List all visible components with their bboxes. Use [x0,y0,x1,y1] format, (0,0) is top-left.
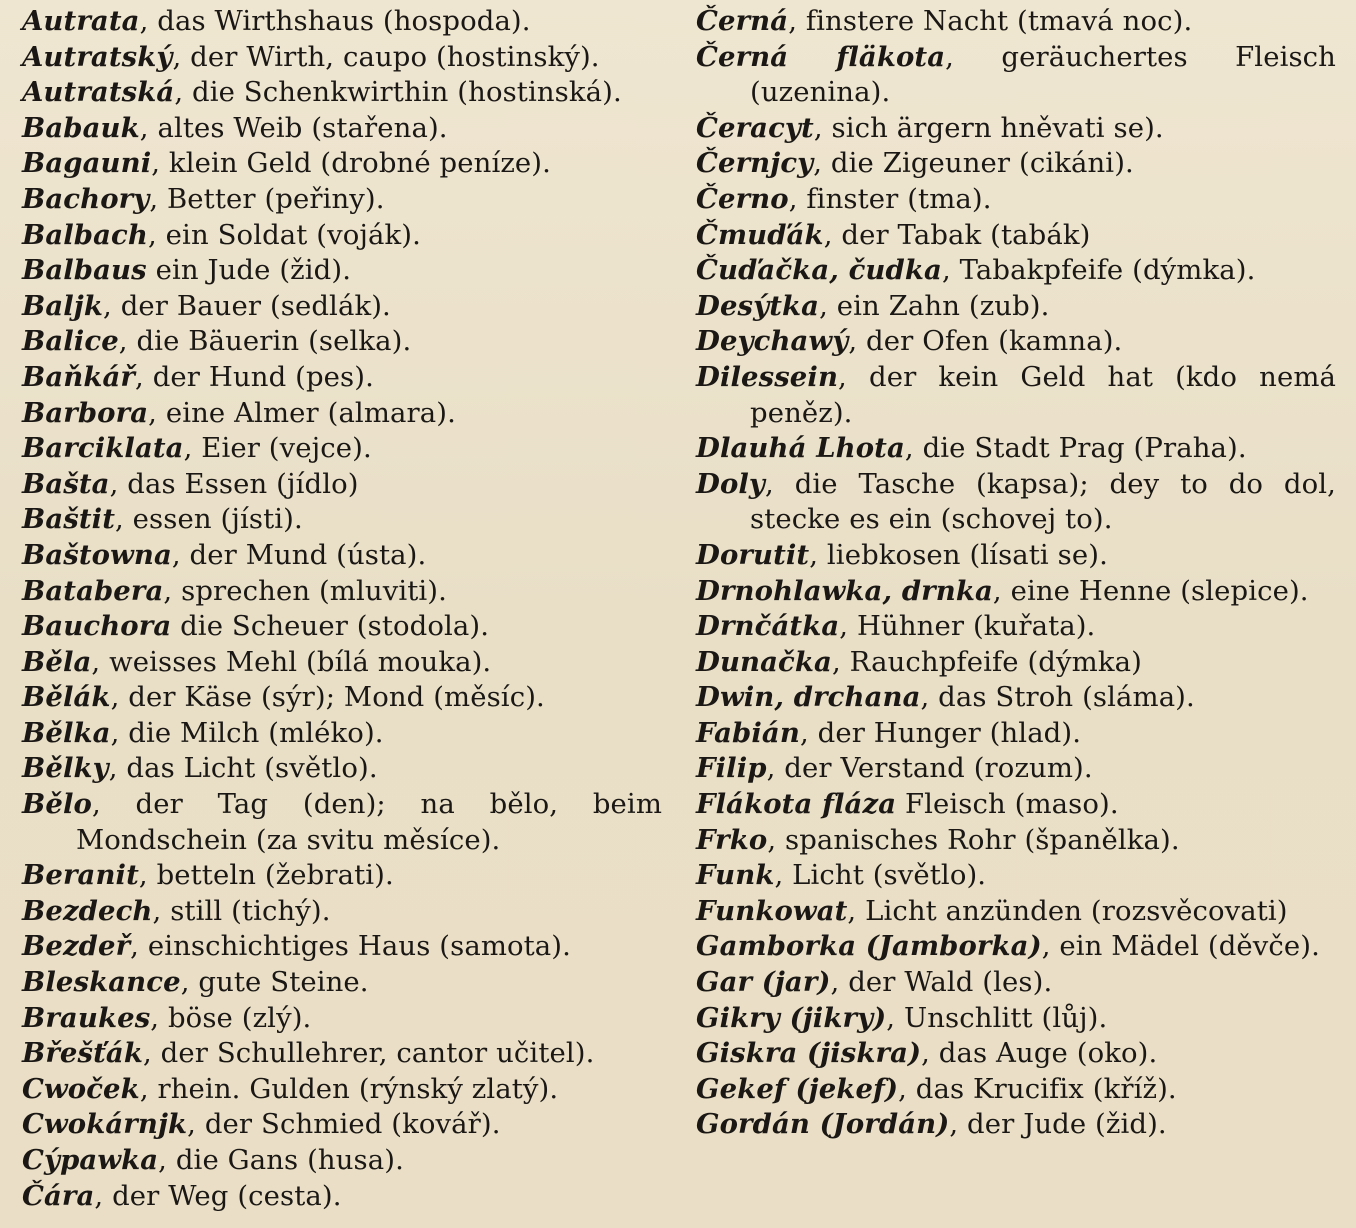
dictionary-entry [22,894,662,930]
dictionary-entry [696,680,1336,716]
entry-definition: , der kein Geld hat (kdo nemá peněz). [750,360,1336,429]
entry-definition: , eine Almer (almara). [148,396,456,429]
dictionary-entry [696,1107,1336,1143]
entry-definition: , Rauchpfeife (dýmka) [831,645,1142,678]
entry-definition: , die Schenkwirthin (hostinská). [174,76,622,109]
dictionary-entry [696,146,1336,182]
entry-headword: Desýtka [696,289,820,322]
dictionary-entry [696,894,1336,930]
entry-headword: Bachory [22,182,150,215]
dictionary-entry [696,858,1336,894]
entry-definition: , das Licht (světlo). [108,752,378,785]
entry-definition: , einschichtiges Haus (samota). [130,930,571,963]
dictionary-entry [22,4,662,40]
entry-definition: , sprechen (mluviti). [163,574,447,607]
dictionary-entry [696,1072,1336,1108]
entry-headword: Čára [22,1179,95,1212]
dictionary-entry [22,218,662,254]
entry-definition: , die Milch (mléko). [110,716,384,749]
entry-definition: , liebkosen (lísati se). [809,538,1108,571]
entry-headword: Funk [696,859,775,892]
entry-definition: , rhein. Gulden (rýnský zlatý). [139,1072,559,1105]
entry-definition: , sich ärgern hněvati se). [813,111,1164,144]
entry-headword: Barbora [22,396,149,429]
right-column [696,4,1336,1143]
entry-headword: Dilessein [696,360,839,393]
dictionary-entry [22,146,662,182]
entry-headword: Černá fläkota [696,40,946,73]
entry-definition: Fleisch (maso). [896,788,1119,821]
dictionary-entry [696,716,1336,752]
entry-headword: Dlauhá Lhota [696,432,905,465]
entry-headword: Doly [696,467,766,500]
entry-definition: , die Stadt Prag (Praha). [904,432,1247,465]
entry-definition: , ein Mädel (děvče). [1041,930,1320,963]
entry-definition: , die Bäuerin (selka). [118,325,412,358]
entry-definition: , der Hunger (hlad). [799,716,1082,749]
entry-definition: , geräuchertes Fleisch (uzenina). [750,40,1336,109]
entry-headword: Čmuďák [696,218,824,251]
entry-headword: Cýpawka [22,1144,159,1176]
entry-headword: Bělo [22,788,92,821]
entry-headword: Černá [696,5,789,37]
dictionary-entry [22,1072,662,1108]
entry-headword: Černo [696,182,789,215]
entry-definition: , der Ofen (kamna). [848,325,1123,358]
entry-definition: , der Hund (pes). [135,360,374,393]
entry-definition: , das Wirthshaus (hospoda). [139,5,531,37]
dictionary-entry [22,1107,662,1143]
dictionary-entry [696,645,1336,681]
dictionary-entry [22,538,662,574]
entry-headword: Autratský [22,40,173,73]
entry-definition: , die Gans (husa). [158,1144,404,1176]
entry-definition: , weisses Mehl (bílá mouka). [91,645,492,678]
entry-headword: Břešťák [22,1037,143,1070]
dictionary-entry [22,360,662,396]
entry-headword: Bezdeř [22,930,131,963]
entry-headword: Drnohlawka, drnka [696,574,993,607]
entry-definition: , eine Henne (slepice). [992,574,1309,607]
entry-definition: , klein Geld (drobné peníze). [151,147,551,180]
entry-headword: Balbach [22,218,148,251]
entry-headword: Baljk [22,289,104,322]
dictionary-entry [696,360,1336,431]
dictionary-entry [696,609,1336,645]
entry-definition: , altes Weib (stařena). [139,111,448,144]
entry-headword: Giskra (jiskra) [696,1037,922,1070]
entry-headword: Drnčátka [696,610,840,643]
entry-headword: Cwoček [22,1072,140,1105]
entry-headword: Baštit [22,503,115,536]
dictionary-entry [696,787,1336,823]
entry-definition: , der Jude (žid). [949,1108,1167,1141]
entry-definition: , das Essen (jídlo) [109,467,359,500]
dictionary-entry [696,538,1336,574]
dictionary-entry [22,40,662,76]
dictionary-entry [22,609,662,645]
entry-headword: Filip [696,752,767,785]
entry-headword: Gordán (Jordán) [696,1108,950,1141]
dictionary-entry [696,751,1336,787]
entry-headword: Bělky [22,752,109,785]
dictionary-entry [22,751,662,787]
dictionary-entry [22,502,662,538]
dictionary-entry [22,787,662,858]
dictionary-entry [22,680,662,716]
entry-definition: , still (tichý). [152,894,331,927]
entry-definition: , das Auge (oko). [921,1037,1158,1070]
entry-headword: Baňkář [22,360,136,393]
entry-definition: , der Weg (cesta). [94,1179,342,1212]
entry-headword: Černjcy [696,147,814,180]
entry-definition: , finstere Nacht (tmavá noc). [788,5,1193,37]
entry-definition: , der Wirth, caupo (hostinský). [172,40,600,73]
entry-definition: , das Stroh (sláma). [920,681,1195,714]
entry-definition: , Eier (vejce). [183,432,372,465]
entry-definition: , die Zigeuner (cikáni). [813,147,1134,180]
dictionary-entry [22,574,662,610]
dictionary-entry [696,253,1336,289]
left-column [22,4,662,1214]
dictionary-entry [696,111,1336,147]
entry-headword: Frko [696,823,768,856]
entry-headword: Baštowna [22,538,172,571]
entry-definition: , der Schmied (kovář). [187,1108,501,1141]
entry-headword: Barciklata [22,432,184,465]
entry-headword: Čeracyt [696,111,814,144]
entry-headword: Bagauni [22,147,152,180]
entry-headword: Funkowat [696,894,848,927]
entry-headword: Gekef (jekef) [696,1072,899,1105]
entry-headword: Bauchora [22,610,172,643]
dictionary-entry [696,4,1336,40]
entry-headword: Bašta [22,467,110,500]
dictionary-entry [22,858,662,894]
entry-headword: Čuďačka, čudka [696,254,942,287]
entry-definition: , der Schullehrer, cantor učitel). [143,1037,595,1070]
entry-definition: , spanisches Rohr (španělka). [767,823,1180,856]
entry-headword: Fabián [696,716,800,749]
entry-headword: Deychawý [696,325,849,358]
entry-headword: Gamborka (Jamborka) [696,930,1042,963]
entry-definition: , die Tasche (kapsa); dey to do dol, stecke es ein (schovej to). [750,467,1336,536]
entry-definition: , der Bauer (sedlák). [103,289,391,322]
entry-definition: , gute Steine. [180,966,369,999]
dictionary-entry [696,431,1336,467]
entry-headword: Běla [22,645,92,678]
dictionary-entry [696,929,1336,965]
entry-headword: Bělka [22,716,111,749]
entry-headword: Batabera [22,574,164,607]
entry-definition: , ein Zahn (zub). [819,289,1050,322]
entry-headword: Flákota fláza [696,788,897,821]
entry-definition: , Hühner (kuřata). [839,610,1096,643]
entry-headword: Autratská [22,76,175,109]
dictionary-entry [22,1143,662,1179]
entry-headword: Balice [22,325,119,358]
entry-definition: , Licht (světlo). [774,859,987,892]
entry-definition: , der Verstand (rozum). [766,752,1093,785]
dictionary-entry [22,324,662,360]
dictionary-entry [22,396,662,432]
dictionary-entry [22,467,662,503]
entry-definition: , ein Soldat (voják). [148,218,421,251]
entry-definition: die Scheuer (stodola). [171,610,490,643]
dictionary-entry [22,431,662,467]
dictionary-entry [22,289,662,325]
entry-headword: Dunačka [696,645,832,678]
entry-definition: , böse (zlý). [150,1001,312,1034]
dictionary-entry [696,965,1336,1001]
dictionary-entry [696,289,1336,325]
entry-headword: Babauk [22,111,140,144]
entry-headword: Dwin, drchana [696,681,921,714]
entry-headword: Cwokárnjk [22,1108,188,1141]
entry-headword: Gar (jar) [696,966,831,999]
dictionary-entry [696,40,1336,111]
entry-definition: , der Käse (sýr); Mond (měsíc). [110,681,545,714]
dictionary-entry [22,965,662,1001]
dictionary-entry [22,1001,662,1037]
dictionary-entry [696,324,1336,360]
dictionary-entry [696,1001,1336,1037]
dictionary-entry [696,467,1336,538]
entry-definition: , Tabakpfeife (dýmka). [941,254,1256,287]
entry-headword: Gikry (jikry) [696,1001,887,1034]
entry-headword: Braukes [22,1001,151,1034]
dictionary-entry [696,182,1336,218]
dictionary-entry [696,823,1336,859]
dictionary-entry [22,111,662,147]
entry-definition: , das Krucifix (kříž). [898,1072,1177,1105]
entry-headword: Beranit [22,859,139,892]
dictionary-entry [22,716,662,752]
dictionary-entry [696,218,1336,254]
entry-definition: , der Wald (les). [830,966,1053,999]
entry-headword: Dorutit [696,538,810,571]
entry-definition: , Unschlitt (lůj). [886,1001,1108,1034]
dictionary-entry [22,182,662,218]
dictionary-entry [22,1179,662,1215]
dictionary-entry [22,253,662,289]
entry-definition: , Better (peřiny). [149,182,385,215]
entry-headword: Balbaus [22,254,147,287]
dictionary-entry [22,645,662,681]
dictionary-entry [22,1036,662,1072]
entry-headword: Bělák [22,681,111,714]
entry-headword: Bleskance [22,966,181,999]
entry-definition: , der Tag (den); na bělo, beim Mondschein (za svitu měsíce). [76,788,662,856]
entry-definition: , der Tabak (tabák) [823,218,1091,251]
dictionary-entry [696,574,1336,610]
entry-definition: , betteln (žebrati). [138,859,394,892]
entry-definition: ein Jude (žid). [146,254,352,287]
dictionary-entry [22,929,662,965]
entry-definition: , essen (jísti). [115,503,303,536]
entry-definition: , der Mund (ústa). [171,538,427,571]
entry-definition: , finster (tma). [788,182,992,215]
entry-headword: Bezdech [22,894,153,927]
dictionary-entry [696,1036,1336,1072]
entry-definition: , Licht anzünden (rozsvěcovati) [847,894,1288,927]
dictionary-entry [22,75,662,111]
entry-headword: Autrata [22,5,140,37]
